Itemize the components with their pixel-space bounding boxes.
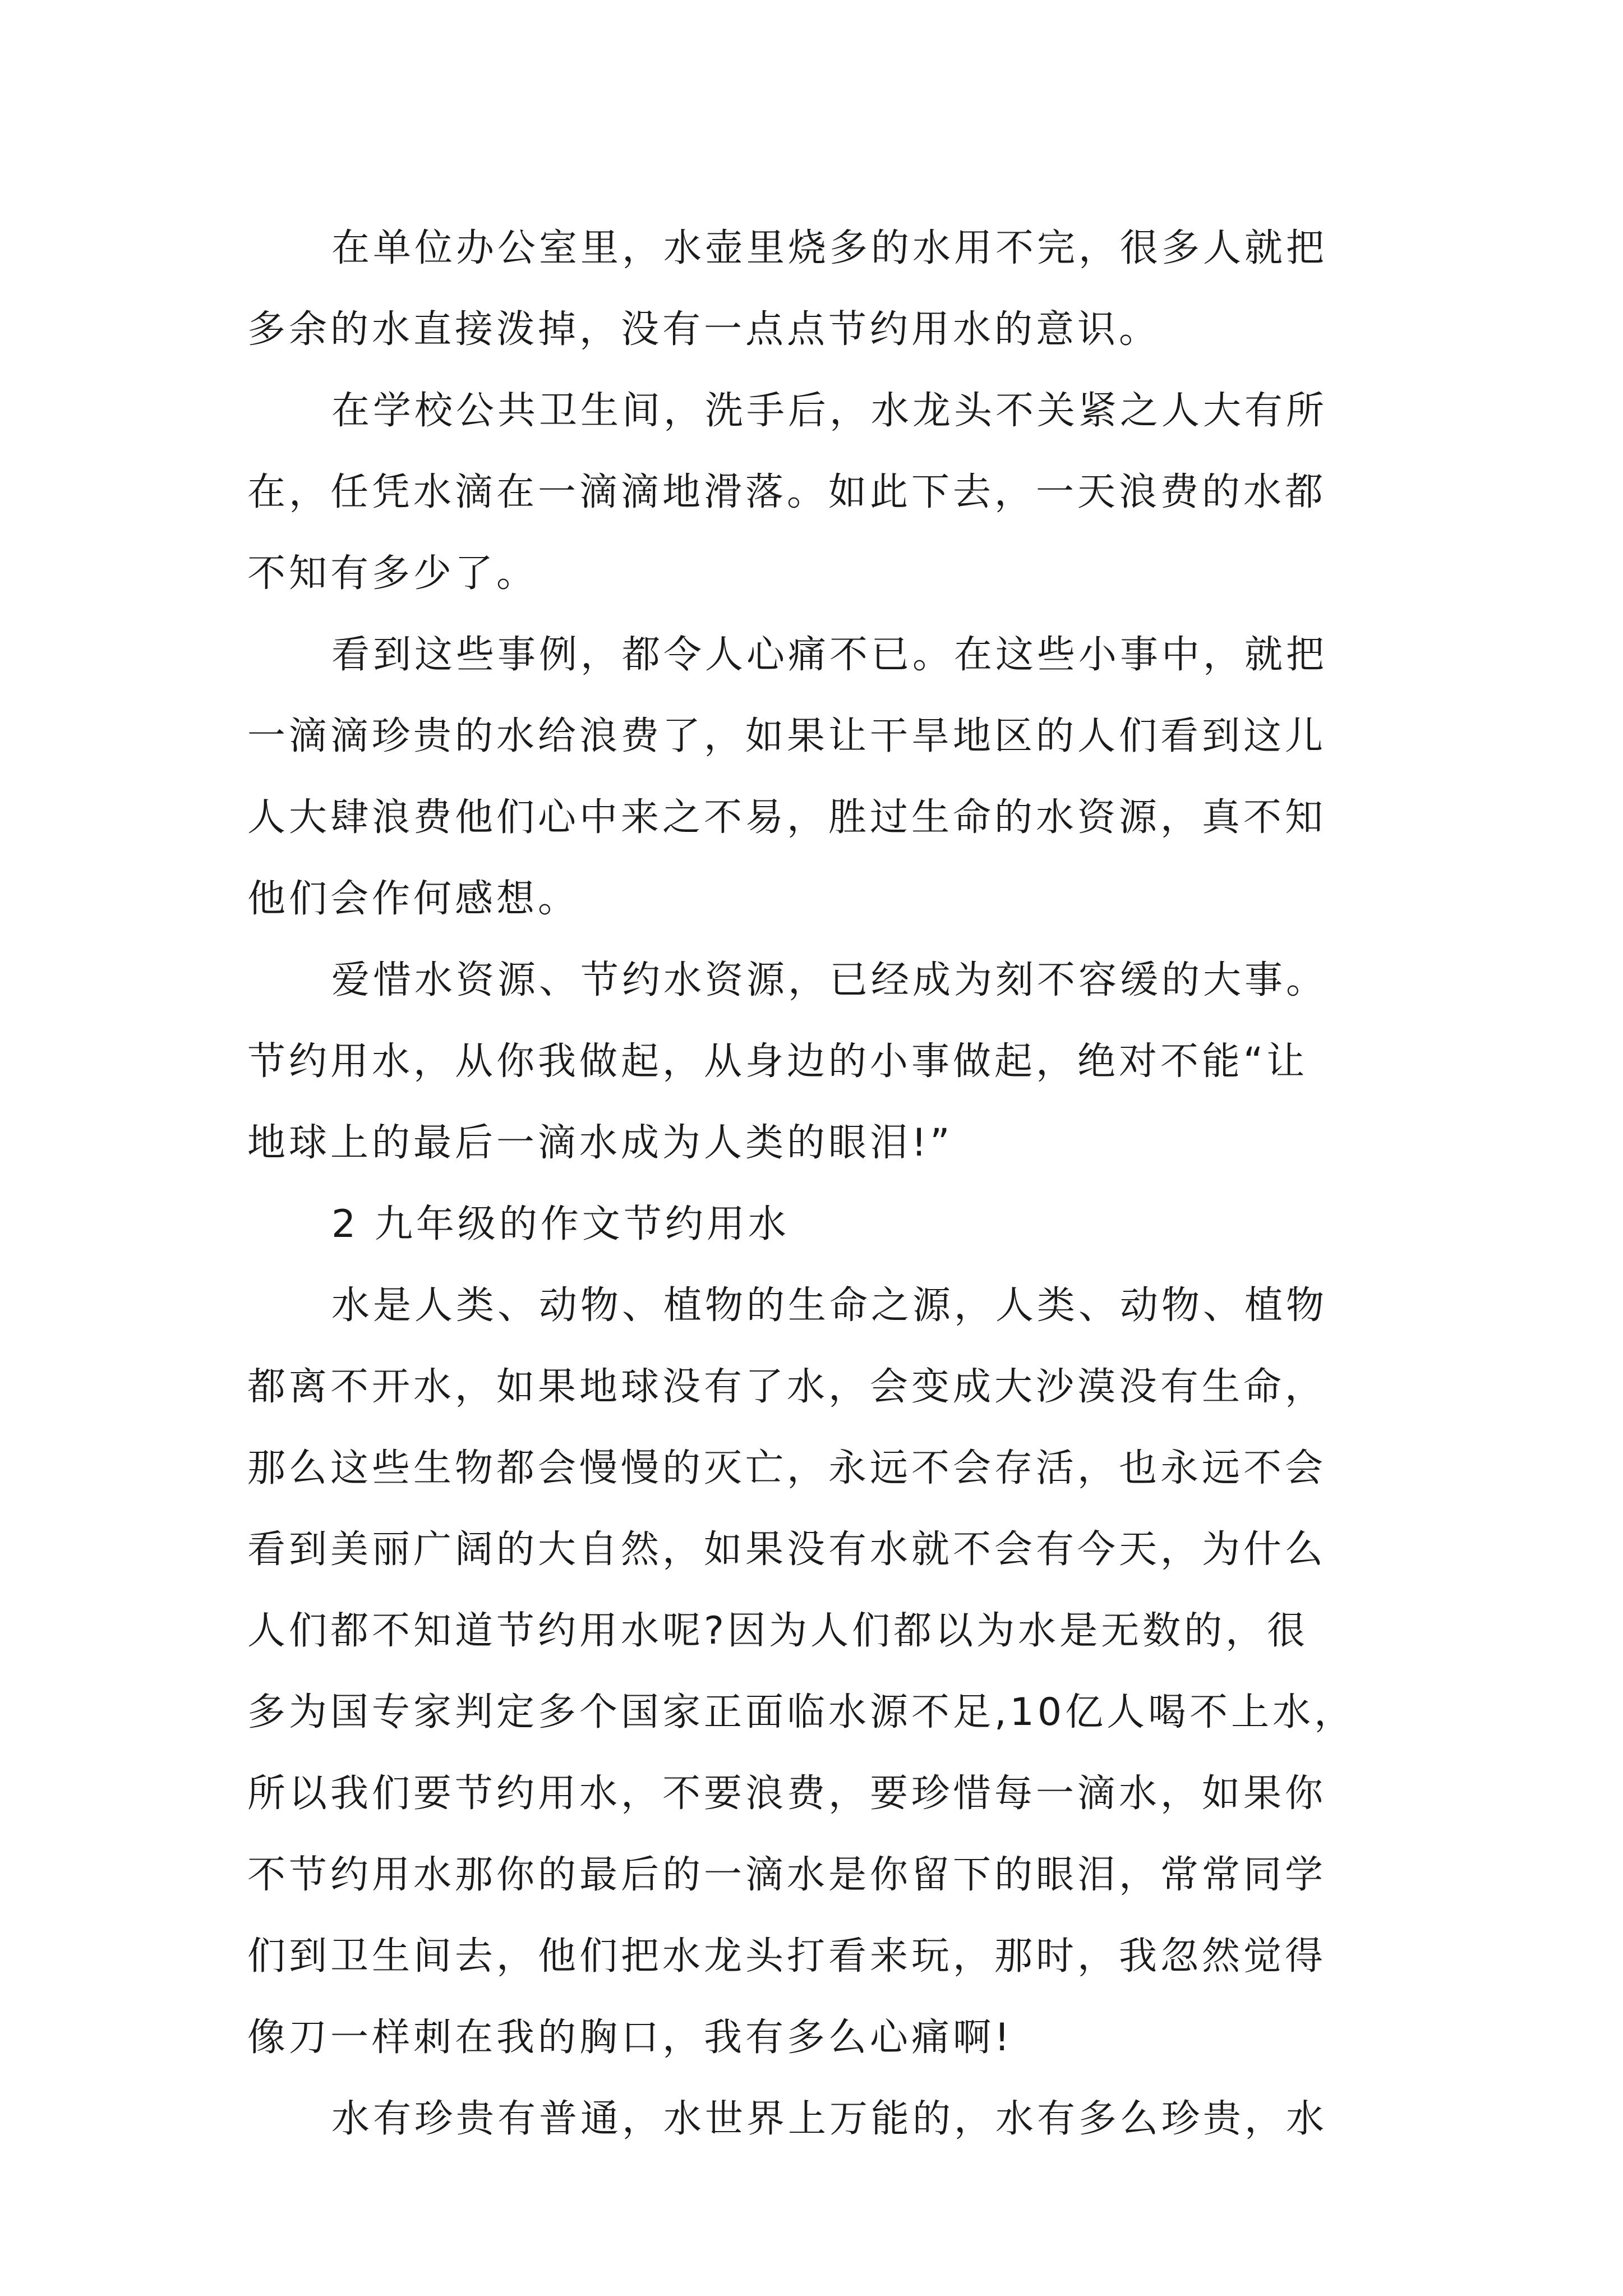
- paragraph-line: 地球上的最后一滴水成为人类的眼泪!”: [247, 1121, 953, 1165]
- paragraph-line: 水是人类、动物、植物的生命之源，人类、动物、植物: [331, 1283, 1328, 1328]
- paragraph-line: 不知有多少了。: [247, 551, 538, 596]
- paragraph-line: 都离不开水，如果地球没有了水，会变成大沙漠没有生命，: [247, 1365, 1327, 1409]
- document-body: [247, 208, 1391, 2160]
- paragraph-line: 爱惜水资源、节约水资源，已经成为刻不容缓的大事。: [331, 958, 1328, 1002]
- paragraph-line: 们到卫生间去，他们把水龙头打看来玩，那时，我忽然觉得: [247, 1934, 1327, 1978]
- paragraph-line: 看到美丽广阔的大自然，如果没有水就不会有今天，为什么: [247, 1527, 1327, 1572]
- paragraph-line: 节约用水，从你我做起，从身边的小事做起，绝对不能“让: [247, 1039, 1308, 1084]
- paragraph-line: 在学校公共卫生间，洗手后，水龙头不关紧之人大有所: [331, 389, 1328, 433]
- paragraph-line: 人大肆浪费他们心中来之不易，胜过生命的水资源，真不知: [247, 795, 1327, 840]
- paragraph-line: 他们会作何感想。: [247, 877, 580, 921]
- paragraph-line: 多为国专家判定多个国家正面临水源不足,10亿人喝不上水，: [247, 1690, 1356, 1734]
- paragraph-line: 看到这些事例，都令人心痛不已。在这些小事中，就把: [331, 633, 1328, 677]
- section-heading: 2 九年级的作文节约用水: [331, 1202, 790, 1246]
- paragraph-line: 那么这些生物都会慢慢的灭亡，永远不会存活，也永远不会: [247, 1446, 1327, 1490]
- paragraph-line: 在单位办公室里，水壶里烧多的水用不完，很多人就把: [331, 226, 1328, 270]
- paragraph-line: 多余的水直接泼掉，没有一点点节约用水的意识。: [247, 307, 1161, 352]
- paragraph-line: 像刀一样刺在我的胸口，我有多么心痛啊!: [247, 2016, 1013, 2060]
- paragraph-line: 水有珍贵有普通，水世界上万能的，水有多么珍贵，水: [331, 2097, 1328, 2141]
- paragraph-line: 人们都不知道节约用水呢?因为人们都以为水是无数的，很: [247, 1609, 1309, 1653]
- paragraph-line: 在，任凭水滴在一滴滴地滑落。如此下去，一天浪费的水都: [247, 470, 1327, 514]
- paragraph-line: 所以我们要节约用水，不要浪费，要珍惜每一滴水，如果你: [247, 1772, 1327, 1816]
- paragraph-line: 不节约用水那你的最后的一滴水是你留下的眼泪，常常同学: [247, 1853, 1327, 1897]
- paragraph-line: 一滴滴珍贵的水给浪费了，如果让干旱地区的人们看到这儿: [247, 714, 1327, 758]
